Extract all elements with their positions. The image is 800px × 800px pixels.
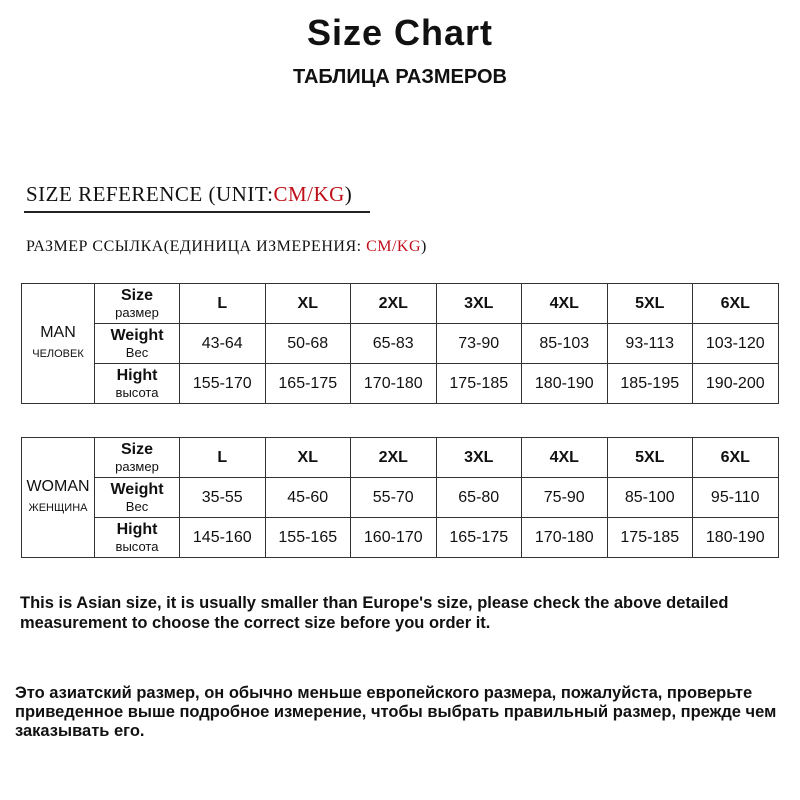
weight-cell: 35-55 [180,478,266,518]
size-header: L [180,438,266,478]
height-cell: 170-180 [351,364,437,404]
weight-cell: 85-100 [607,478,693,518]
weight-cell: 45-60 [265,478,351,518]
weight-label-ru: Вес [125,498,149,514]
size-reference-en [26,182,352,207]
size-header: 4XL [522,438,608,478]
weight-cell: 65-80 [436,478,522,518]
reference-en-unit: CM/KG [273,182,345,206]
size-header: L [180,284,266,324]
table-row [22,518,779,558]
height-cell: 175-185 [607,518,693,558]
woman-label-en: WOMAN [26,478,90,495]
weight-label-en: Weight [110,480,164,498]
height-cell: 165-175 [436,518,522,558]
size-label-en: Size [120,440,153,458]
weight-row-label [95,324,180,364]
reference-ru-prefix: РАЗМЕР ССЫЛКА(ЕДИНИЦА ИЗМЕРЕНИЯ: [26,238,367,255]
size-header: 4XL [522,284,608,324]
size-row-label [95,438,180,478]
size-header: XL [265,438,351,478]
man-size-table [21,283,779,404]
size-header: 6XL [693,438,779,478]
weight-cell: 55-70 [351,478,437,518]
size-note-ru: Это азиатский размер, он обычно меньше европейского размера, пожалуйста, проверьте приведенное выше подробное измерение, чтобы выбрать правильный размер, прежде чем заказывать его. [15,684,777,740]
height-cell: 145-160 [180,518,266,558]
weight-cell: 73-90 [436,324,522,364]
size-header: 3XL [436,438,522,478]
size-note-en: This is Asian size, it is usually smaller than Europe's size, please check the above detailed measurement to choose the correct size before you order it. [20,594,729,632]
height-cell: 190-200 [693,364,779,404]
woman-size-table [21,437,779,558]
weight-cell: 43-64 [180,324,266,364]
reference-en-suffix: ) [344,182,353,206]
weight-cell: 93-113 [607,324,693,364]
weight-row-label [95,478,180,518]
table-row [22,324,779,364]
size-header: 2XL [351,284,437,324]
table-row [22,438,779,478]
size-header: 5XL [607,284,693,324]
height-label-en: Hight [116,366,158,384]
weight-cell: 103-120 [693,324,779,364]
weight-cell: 95-110 [693,478,779,518]
man-label [22,284,95,404]
height-cell: 155-170 [180,364,266,404]
height-row-label [95,364,180,404]
reference-ru-suffix: ) [421,238,427,255]
table-row [22,478,779,518]
size-header: 3XL [436,284,522,324]
man-label-ru: ЧЕЛОВЕК [32,348,84,360]
size-header: 5XL [607,438,693,478]
reference-ru-unit: CM/KG [366,238,422,255]
size-label-ru: размер [115,458,159,474]
height-label-en: Hight [116,520,158,538]
size-label-ru: размер [115,304,159,320]
man-label-en: MAN [40,324,76,341]
height-label-ru: высота [115,384,159,400]
size-row-label [95,284,180,324]
reference-underline [24,211,370,213]
height-cell: 165-175 [265,364,351,404]
woman-label [22,438,95,558]
height-cell: 180-190 [522,364,608,404]
weight-cell: 65-83 [351,324,437,364]
page-title: Size Chart [306,12,494,53]
weight-label-ru: Вес [125,344,149,360]
table-row [22,284,779,324]
height-cell: 155-165 [265,518,351,558]
size-header: 2XL [351,438,437,478]
page-subtitle: ТАБЛИЦА РАЗМЕРОВ [293,66,507,88]
weight-cell: 85-103 [522,324,608,364]
size-header: XL [265,284,351,324]
reference-en-prefix: SIZE REFERENCE (UNIT: [26,182,274,206]
height-cell: 180-190 [693,518,779,558]
height-cell: 160-170 [351,518,437,558]
size-reference-ru [26,238,427,256]
height-cell: 185-195 [607,364,693,404]
weight-cell: 75-90 [522,478,608,518]
weight-label-en: Weight [110,326,164,344]
size-header: 6XL [693,284,779,324]
height-cell: 175-185 [436,364,522,404]
woman-label-ru: ЖЕНЩИНА [28,502,88,514]
height-row-label [95,518,180,558]
height-label-ru: высота [115,538,159,554]
weight-cell: 50-68 [265,324,351,364]
size-label-en: Size [120,286,153,304]
table-row [22,364,779,404]
height-cell: 170-180 [522,518,608,558]
